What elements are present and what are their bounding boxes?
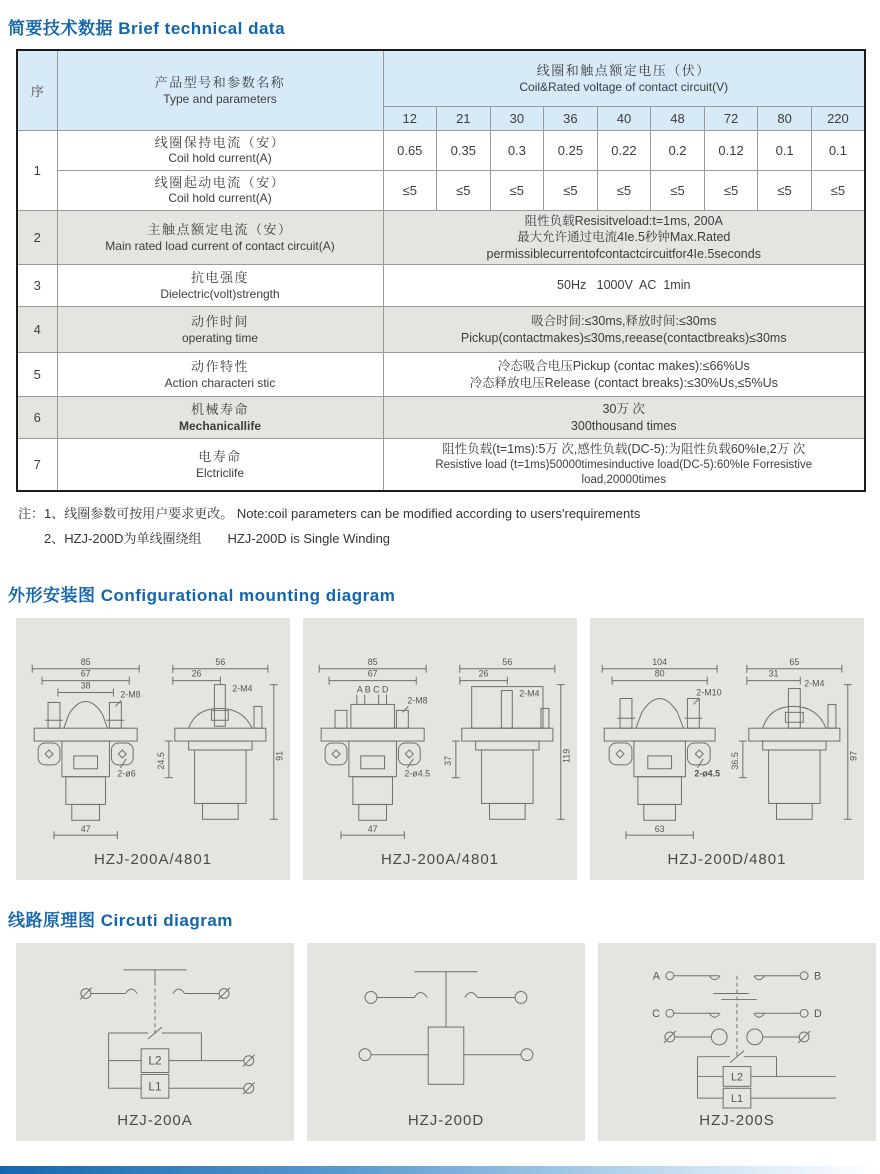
dim-side-height: 97	[848, 751, 859, 762]
table-row-operating-time	[17, 307, 865, 353]
seq-column-header: 序	[17, 50, 57, 130]
value-cell: 0.25	[544, 130, 598, 170]
table-row-coil-start	[17, 170, 865, 210]
value-cell: 0.1	[811, 130, 865, 170]
dim-side-screw: 2-M4	[519, 688, 540, 699]
param-en: operating time	[181, 330, 259, 345]
voltage-col: 72	[704, 106, 758, 130]
table-row-dielectric	[17, 265, 865, 307]
dim-width-2: 67	[80, 668, 91, 679]
param-cell	[57, 307, 383, 353]
value-cell: 0.65	[383, 130, 437, 170]
mounting-caption: HZJ-200A/4801	[380, 851, 500, 869]
param-zh: 动作特性	[190, 359, 249, 375]
section-title-mounting: 外形安装图 Configurational mounting diagram	[8, 586, 396, 606]
value-cell: ≤5	[383, 170, 437, 210]
circuit-panel-hzj200s	[598, 943, 876, 1141]
mounting-drawing-hzj200a-4801	[305, 647, 575, 849]
param-zh: 主触点额定电流（安）	[147, 221, 293, 237]
param-en: Action characteri stic	[164, 375, 276, 390]
coil-label-l2: L2	[730, 1071, 744, 1084]
table-row-coil-hold	[17, 130, 865, 170]
terminal-label-c: C	[652, 1008, 660, 1021]
dim-side-height: 91	[274, 751, 285, 762]
param-en: Coil hold current(A)	[168, 151, 272, 166]
dim-side-screw: 2-M4	[804, 678, 825, 689]
param-zh: 机械寿命	[190, 402, 249, 418]
value-cell: ≤5	[758, 170, 812, 210]
dim-terminals: A B C D	[356, 684, 389, 695]
seq-cell: 7	[17, 439, 57, 491]
param-zh: 线圈起动电流（安）	[154, 174, 286, 190]
param-en: Elctriclife	[195, 465, 244, 480]
circuit-caption: HZJ-200A	[117, 1112, 193, 1130]
voltage-col: 12	[383, 106, 437, 130]
param-cell	[57, 210, 383, 265]
spec-value-cell	[383, 353, 865, 397]
voltage-header-zh: 线圈和触点额定电压（伏）	[536, 62, 711, 78]
circuit-drawing-hzj200s	[598, 956, 876, 1110]
value-cell: 0.12	[704, 130, 758, 170]
dim-side-w1: 65	[789, 657, 800, 668]
table-header-row	[17, 50, 865, 106]
param-en: Main rated load current of contact circuit(A)	[105, 238, 335, 253]
voltage-col: 21	[437, 106, 491, 130]
dim-base: 63	[654, 824, 665, 835]
technical-data-table	[16, 49, 866, 492]
dim-side-offset: 36.5	[729, 752, 740, 770]
circuit-diagrams-row	[16, 943, 864, 1141]
value-cell: 0.3	[490, 130, 544, 170]
param-cell	[57, 439, 383, 491]
value-cell: ≤5	[437, 170, 491, 210]
circuit-drawing-hzj200d	[307, 956, 585, 1110]
param-zh: 抗电强度	[190, 270, 249, 286]
mounting-panel-1	[16, 618, 290, 880]
coil-label-l1: L1	[730, 1093, 744, 1106]
table-row-mechanical-life	[17, 397, 865, 439]
dim-side-w2: 31	[768, 668, 779, 679]
value-cell: ≤5	[811, 170, 865, 210]
spec-line: Pickup(contactmakes)≤30ms,reease(contactbreaks)≤30ms	[460, 330, 787, 345]
value-cell: ≤5	[651, 170, 705, 210]
voltage-col: 80	[758, 106, 812, 130]
dim-side-height: 119	[561, 749, 572, 764]
bottom-accent-bar	[0, 1166, 880, 1174]
mounting-panel-3	[590, 618, 864, 880]
voltage-col: 36	[544, 106, 598, 130]
dim-side-w1: 56	[502, 657, 513, 668]
dim-screw: 2-M8	[120, 689, 141, 700]
coil-label-l2: L2	[148, 1053, 162, 1068]
param-cell	[57, 397, 383, 439]
circuit-panel-hzj200a	[16, 943, 294, 1141]
type-header-en: Type and parameters	[163, 91, 277, 106]
terminal-label-a: A	[652, 970, 660, 983]
param-en: Mechanicallife	[178, 418, 262, 433]
spec-line: 30万 次	[602, 402, 645, 416]
value-cell: 0.2	[651, 130, 705, 170]
spec-line: load,20000times	[581, 473, 666, 486]
dim-side-screw: 2-M4	[232, 683, 253, 694]
dim-side-w2: 26	[191, 668, 202, 679]
param-en: Dielectric(volt)strength	[160, 286, 280, 301]
seq-cell: 6	[17, 397, 57, 439]
value-cell: 0.35	[437, 130, 491, 170]
seq-cell: 2	[17, 210, 57, 265]
param-cell	[57, 265, 383, 307]
dim-side-w1: 56	[215, 657, 226, 668]
param-en: Coil hold current(A)	[168, 191, 272, 206]
value-cell: ≤5	[597, 170, 651, 210]
spec-line: 冷态释放电压Release (contact breaks):≤30%Us,≤5%Us	[469, 375, 778, 390]
dim-side-offset: 37	[442, 756, 453, 767]
param-cell	[57, 130, 383, 170]
spec-value-cell	[383, 307, 865, 353]
coil-label-l1: L1	[148, 1079, 162, 1094]
circuit-caption: HZJ-200S	[699, 1112, 775, 1130]
value-cell: 0.1	[758, 130, 812, 170]
dim-width-2: 80	[654, 668, 665, 679]
spec-value-cell	[383, 210, 865, 265]
terminal-label-d: D	[814, 1008, 822, 1021]
param-cell	[57, 353, 383, 397]
table-row-electrical-life	[17, 439, 865, 491]
mounting-drawing-hzj200a	[18, 647, 288, 849]
dim-base: 47	[367, 824, 378, 835]
note-line-1: 注：1、线圈参数可按用户要求更改。 Note:coil parameters can be modified according to users'requirements	[18, 505, 641, 521]
mounting-diagrams-row	[16, 618, 864, 880]
spec-line: 吸合时间:≤30ms,释放时间:≤30ms	[531, 314, 717, 328]
type-column-header	[57, 50, 383, 130]
voltage-col: 220	[811, 106, 865, 130]
dim-width-1: 85	[367, 657, 378, 668]
value-cell: ≤5	[490, 170, 544, 210]
datasheet-page	[0, 14, 880, 1174]
type-header-zh: 产品型号和参数名称	[154, 74, 286, 90]
spec-value-cell	[383, 265, 865, 307]
dim-side-offset: 24.5	[155, 752, 166, 770]
terminal-label-b: B	[814, 970, 822, 983]
table-row-action-characteristic	[17, 353, 865, 397]
mounting-caption: HZJ-200D/4801	[667, 851, 787, 869]
param-zh: 动作时间	[190, 314, 249, 330]
dim-width-2: 67	[367, 668, 378, 679]
value-cell: ≤5	[704, 170, 758, 210]
value-cell: 0.22	[597, 130, 651, 170]
value-cell: ≤5	[544, 170, 598, 210]
param-zh: 电寿命	[198, 449, 242, 465]
dim-width-1: 104	[652, 657, 668, 668]
section-title-brief-data: 简要技术数据 Brief technical data	[8, 19, 286, 38]
spec-line: 50Hz 1000V AC 1min	[557, 278, 691, 293]
spec-line: permissiblecurrentofcontactcircuitfor4Ie.5seconds	[486, 246, 761, 261]
table-notes	[18, 502, 880, 551]
spec-line: 阻性负载Resisitveload:t=1ms, 200A	[524, 213, 723, 228]
voltage-header-en: Coil&Rated voltage of contact circuit(V)	[519, 79, 729, 94]
mounting-caption: HZJ-200A/4801	[93, 851, 213, 869]
spec-line: Resistive load (t=1ms)50000timesinductive load(DC-5):60%Ie Forresistive	[435, 458, 813, 471]
voltage-col: 30	[490, 106, 544, 130]
circuit-drawing-hzj200a	[16, 956, 294, 1110]
spec-value-cell	[383, 439, 865, 491]
dim-hole: 2-ø4.5	[404, 768, 431, 779]
seq-cell: 1	[17, 130, 57, 210]
dim-side-w2: 26	[478, 668, 489, 679]
table-row-main-current	[17, 210, 865, 265]
mounting-panel-2	[303, 618, 577, 880]
seq-cell: 3	[17, 265, 57, 307]
spec-line: 最大允许通过电流4Ie.5秒钟Max.Rated	[517, 230, 731, 244]
dim-screw: 2-M10	[696, 687, 722, 698]
param-cell	[57, 170, 383, 210]
spec-line: 300thousand times	[570, 418, 677, 433]
dim-hole: 2-ø6	[117, 768, 136, 779]
dim-width-1: 85	[80, 657, 91, 668]
dim-hole: 2-ø4.5	[694, 768, 721, 779]
circuit-caption: HZJ-200D	[407, 1112, 485, 1130]
seq-cell: 4	[17, 307, 57, 353]
circuit-panel-hzj200d	[307, 943, 585, 1141]
voltage-group-header	[383, 50, 865, 106]
spec-line: 冷态吸合电压Pickup (contac makes):≤66%Us	[497, 359, 750, 373]
spec-value-cell	[383, 397, 865, 439]
mounting-drawing-hzj200d	[592, 647, 862, 849]
dim-width-3: 38	[80, 680, 91, 691]
voltage-col: 48	[651, 106, 705, 130]
dim-base: 47	[80, 824, 91, 835]
seq-cell: 5	[17, 353, 57, 397]
note-line-2: 2、HZJ-200D为单线圈绕组 HZJ-200D is Single Winding	[44, 530, 391, 546]
spec-line: 阻性负载(t=1ms):5万 次,感性负载(DC-5):为阻性负载60%Ie,2万 次	[442, 442, 806, 456]
voltage-col: 40	[597, 106, 651, 130]
param-zh: 线圈保持电流（安）	[154, 134, 286, 150]
dim-screw: 2-M8	[407, 695, 428, 706]
section-title-circuit: 线路原理图 Circuti diagram	[8, 911, 233, 931]
